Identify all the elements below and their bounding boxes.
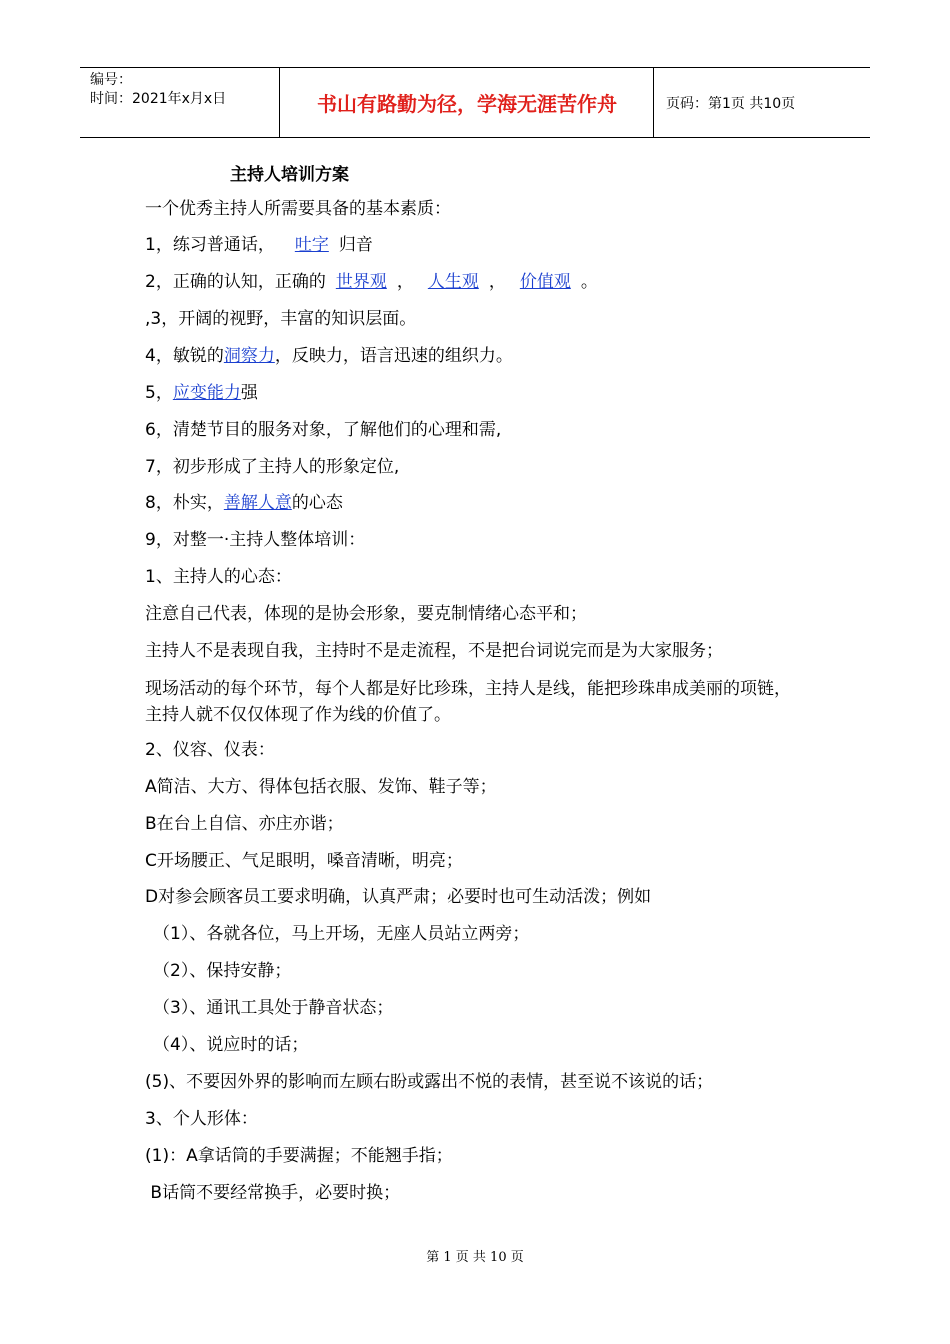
- paragraph: 现场活动的每个环节，每个人都是好比珍珠，主持人是线，能把珍珠串成美丽的项链，主持人就不仅仅体现了作为线的价值了。: [145, 679, 791, 725]
- paragraph: 4，敏锐的洞察力，反映力，语言迅速的组织力。: [145, 346, 513, 366]
- list-item: (5)、不要因外界的影响而左顾右盼或露出不悦的表情，甚至说不该说的话；: [145, 1072, 714, 1092]
- section-heading: 1、主持人的心态：: [145, 567, 292, 587]
- paragraph: B话筒不要经常换手，必要时换；: [145, 1183, 401, 1203]
- link-renshengguan[interactable]: 人生观: [427, 272, 479, 292]
- paragraph: (1)：A拿话筒的手要满握；不能翘手指；: [145, 1146, 453, 1166]
- list-item: （2）、保持安静；: [153, 961, 292, 981]
- list-item: （3）、通讯工具处于静音状态；: [153, 998, 394, 1018]
- paragraph: D对参会顾客员工要求明确，认真严肃；必要时也可生动活泼；例如: [145, 887, 652, 907]
- number-label: 编号：: [90, 72, 132, 88]
- document-title: 主持人培训方案: [230, 165, 349, 185]
- section-heading: 2、仪容、仪表：: [145, 740, 275, 760]
- header-motto: 书山有路勤为径，学海无涯苦作舟: [281, 68, 654, 137]
- paragraph: 7，初步形成了主持人的形象定位,: [145, 457, 400, 477]
- link-jiazhiguan[interactable]: 价值观: [519, 272, 571, 292]
- list-item: （1）、各就各位，马上开场，无座人员站立两旁；: [153, 924, 530, 944]
- paragraph: C开场腰正、气足眼明，嗓音清晰，明亮；: [145, 851, 463, 871]
- link-shanjierenyi[interactable]: 善解人意: [223, 493, 292, 513]
- section-heading: 3、个人形体：: [145, 1109, 258, 1129]
- paragraph: 6，清楚节目的服务对象，了解他们的心理和需,: [145, 420, 502, 440]
- paragraph: A简洁、大方、得体包括衣服、发饰、鞋子等；: [145, 777, 497, 797]
- link-yingbiannengli[interactable]: 应变能力: [172, 383, 241, 403]
- header-page-info: 页码：第1页 共10页: [666, 95, 796, 112]
- document-header: [80, 67, 870, 138]
- paragraph: 注意自己代表，体现的是协会形象，要克制情绪心态平和；: [145, 604, 587, 624]
- link-dongchali[interactable]: 洞察力: [223, 346, 275, 366]
- link-shijieguan[interactable]: 世界观: [335, 272, 387, 292]
- paragraph: 主持人不是表现自我，主持时不是走流程，不是把台词说完而是为大家服务；: [145, 641, 723, 661]
- paragraph: 5，应变能力强: [145, 383, 258, 403]
- link-tuzi[interactable]: 吐字: [294, 235, 329, 255]
- paragraph: 1，练习普通话， 吐字 归音: [145, 235, 373, 255]
- paragraph: 9，对整一·主持人整体培训：: [145, 530, 366, 550]
- paragraph: ,3，开阔的视野，丰富的知识层面。: [145, 309, 417, 329]
- time-label: 时间：2021年x月x日: [90, 91, 227, 107]
- header-meta: [80, 68, 280, 137]
- paragraph: B在台上自信、亦庄亦谐；: [145, 814, 344, 834]
- paragraph: 8，朴实，善解人意的心态: [145, 493, 343, 513]
- paragraph: 一个优秀主持人所需要具备的基本素质：: [145, 199, 451, 219]
- page-footer: 第 1 页 共 10 页: [426, 1250, 524, 1265]
- list-item: （4）、说应时的话；: [153, 1035, 309, 1055]
- paragraph: 2，正确的认知，正确的 世界观 ， 人生观 ， 价值观 。: [145, 272, 598, 292]
